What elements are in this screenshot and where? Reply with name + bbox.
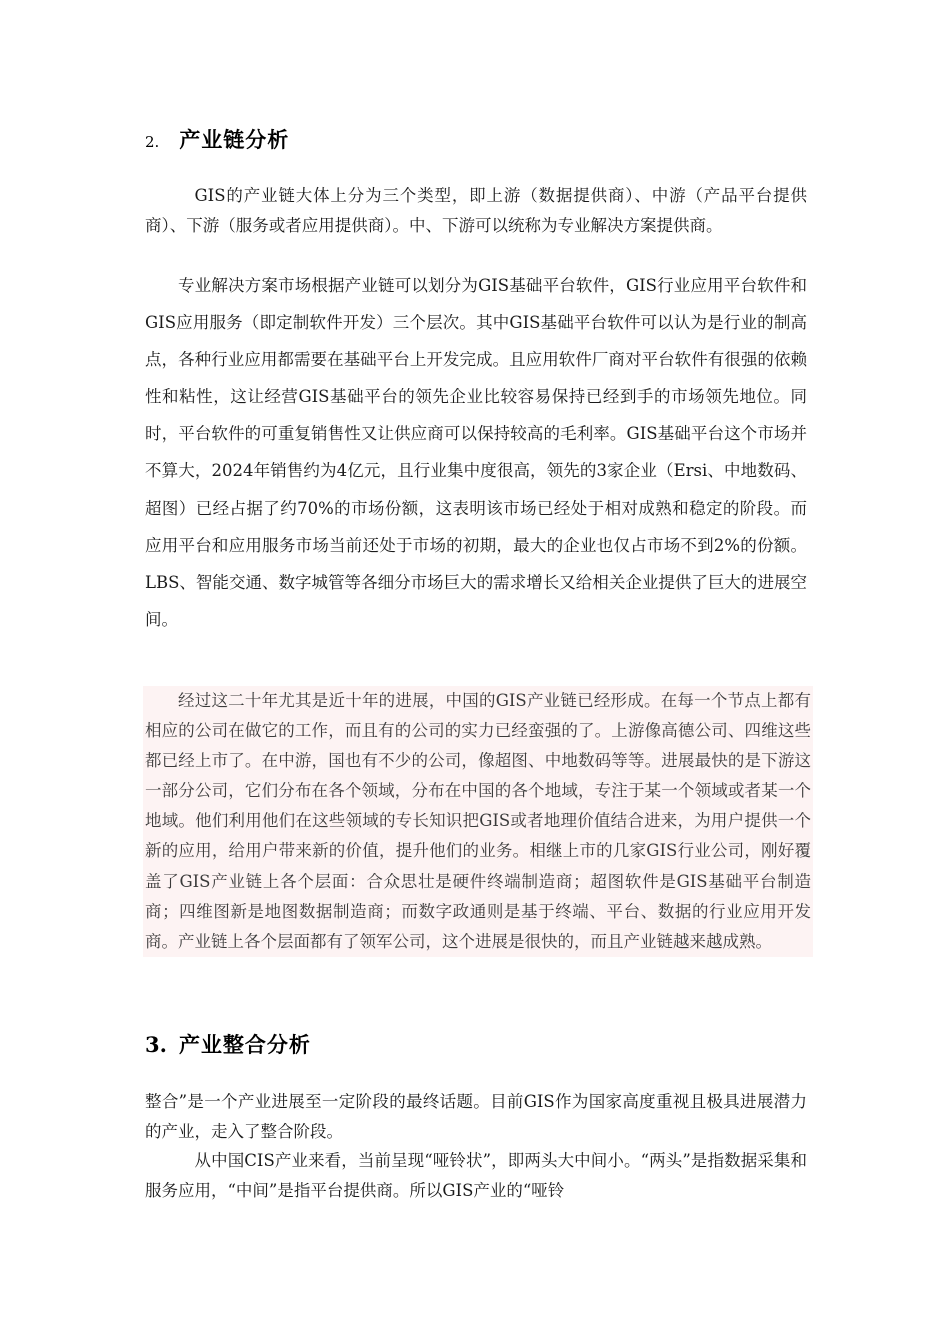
- paragraph: GIS的产业链大体上分为三个类型，即上游（数据提供商）、中游（产品平台提供商）、下游（服务或者应用提供商）。中、下游可以统称为专业解决方案提供商。: [145, 186, 807, 235]
- section-number: 2.: [145, 133, 160, 151]
- section-heading-2: [145, 124, 289, 154]
- section-title: 产业整合分析: [178, 1032, 311, 1057]
- paragraph: 整合”是一个产业进展至一定阶段的最终话题。目前GIS作为国家高度重视且极具进展潜力的产业，走入了整合阶段。: [145, 1092, 807, 1141]
- highlighted-paragraph: 经过这二十年尤其是近十年的进展，中国的GIS产业链已经形成。在每一个节点上都有相应的公司在做它的工作，而且有的公司的实力已经蛮强的了。上游像高德公司、四维这些都已经上市了。在中游，国也有不少的公司，像超图、中地数码等等。进展最快的是下游这一部分公司，它们分布在各个领域，分布在中国的各个地域，专注于某一个领域或者某一个地域。他们利用他们在这些领域的专长知识把GIS或者地理价值结合进来，为用户提供一个新的应用，给用户带来新的价值，提升他们的业务。相继上市的几家GIS行业公司，刚好覆盖了GIS产业链上各个层面：合众思壮是硬件终端制造商；超图软件是GIS基础平台制造商；四维图新是地图数据制造商；而数字政通则是基于终端、平台、数据的行业应用开发商。产业链上各个层面都有了领军公司，这个进展是很快的，而且产业链越来越成熟。: [143, 686, 813, 957]
- section-title: 产业链分析: [179, 127, 290, 152]
- section-heading-3: [145, 1029, 311, 1059]
- paragraph: 从中国CIS产业来看，当前呈现“哑铃状”，即两头大中间小。“两头”是指数据采集和服务应用，“中间”是指平台提供商。所以GIS产业的“哑铃: [145, 1151, 807, 1200]
- paragraph: 专业解决方案市场根据产业链可以划分为GIS基础平台软件，GIS行业应用平台软件和GIS应用服务（即定制软件开发）三个层次。其中GIS基础平台软件可以认为是行业的制高点，各种行业应用都需要在基础平台上开发完成。且应用软件厂商对平台软件有很强的依赖性和粘性，这让经营GIS基础平台的领先企业比较容易保持已经到手的市场领先地位。同时，平台软件的可重复销售性又让供应商可以保持较高的毛利率。GIS基础平台这个市场并不算大，2024年销售约为4亿元，且行业集中度很高，领先的3家企业（Ersi、中地数码、超图）已经占据了约70%的市场份额，这表明该市场已经处于相对成熟和稳定的阶段。而应用平台和应用服务市场当前还处于市场的初期，最大的企业也仅占市场不到2%的份额。LBS、智能交通、数字城管等各细分市场巨大的需求增长又给相关企业提供了巨大的进展空间。: [145, 276, 807, 629]
- section-number: 3.: [145, 1032, 167, 1057]
